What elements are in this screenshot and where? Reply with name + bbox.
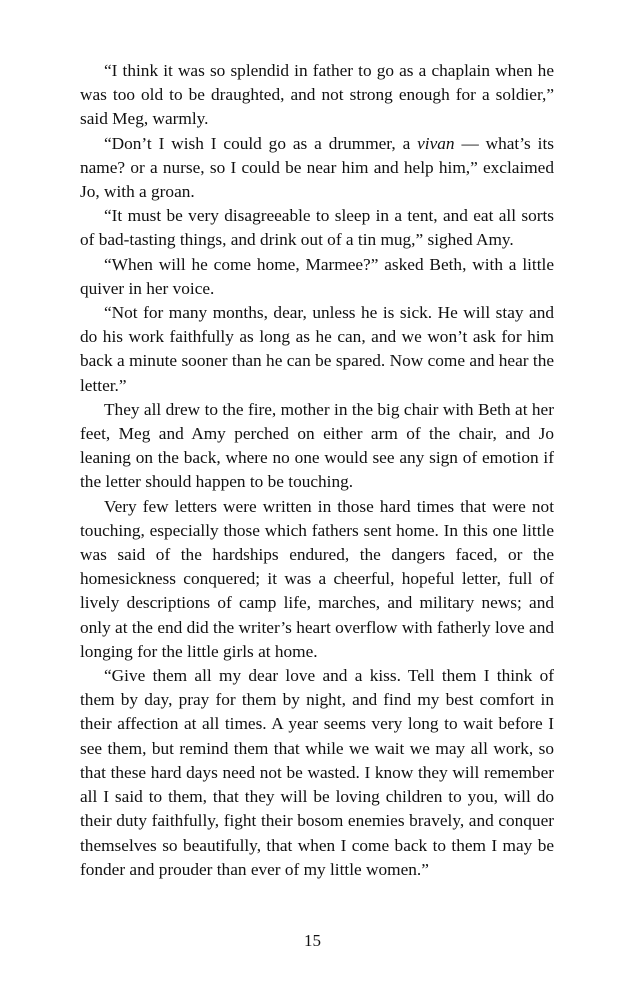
paragraph-text: “I think it was so splendid in father to go as a chaplain when he was too old to be draughted, and not strong enough for a soldier,” said Meg, warmly. <box>80 61 554 129</box>
paragraph <box>80 132 554 205</box>
paragraph-text: “Give them all my dear love and a kiss. Tell them I think of them by day, pray for them by night, and find my best comfort in their affection at all times. A year seems very long to wait before I see them, but remind them that while we wait we may all work, so that these hard days need not be wasted. I know they will remember all I said to them, that they will be loving children to you, will do their duty faithfully, fight their bosom enemies bravely, and conquer themselves so beautifully, that when I come back to them I may be fonder and prouder than ever of my little women.” <box>80 666 554 879</box>
paragraph <box>80 59 554 132</box>
paragraph <box>80 664 554 882</box>
paragraph-text: They all drew to the fire, mother in the big chair with Beth at her feet, Meg and Amy perched on either arm of the chair, and Jo leaning on the back, where no one would see any sign of emotion if the letter should happen to be touching. <box>80 399 554 492</box>
paragraph-text: Very few letters were written in those hard times that were not touching, especially those which fathers sent home. In this one little was said of the hardships endured, the dangers faced, or the homesickness conquered; it was a cheerful, hopeful letter, full of lively descriptions of camp life, marches, and military news; and only at the end did the writer’s heart overflow with fatherly love and longing for the little girls at home. <box>80 496 554 661</box>
paragraph <box>80 253 554 301</box>
paragraph-text: “Don’t I wish I could go as a drummer, a <box>104 133 418 153</box>
italic-word: vivan <box>417 133 455 153</box>
paragraph-text: “It must be very disagreeable to sleep in a tent, and eat all sorts of bad-tasting things, and drink out of a tin mug,” sighed Amy. <box>80 206 554 250</box>
paragraph <box>80 301 554 398</box>
paragraph <box>80 204 554 252</box>
paragraph-text: “When will he come home, Marmee?” asked Beth, with a little quiver in her voice. <box>80 254 554 298</box>
page-number: 15 <box>304 931 321 950</box>
paragraph <box>80 398 554 495</box>
paragraph-text: — what’s its name? or a nurse, so I could be near him and help him,” exclaimed Jo, with a groan. <box>80 133 554 202</box>
paragraph <box>80 495 554 664</box>
paragraph-text: “Not for many months, dear, unless he is sick. He will stay and do his work faithfully as long as he can, and we won’t ask for him back a minute sooner than he can be spared. Now come and hear the letter.” <box>80 303 554 395</box>
body-text <box>80 59 554 882</box>
